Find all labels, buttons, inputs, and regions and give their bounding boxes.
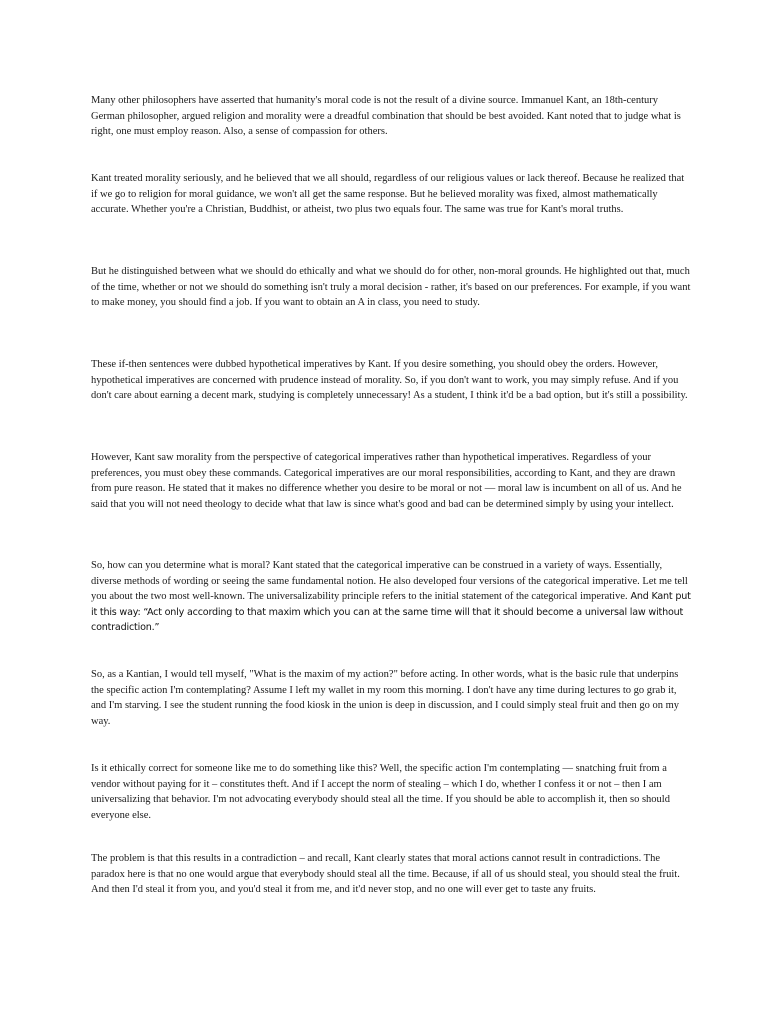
paragraph-text: Kant treated morality seriously, and he believed that we all should, regardless of our religious values or lack thereof. Because he realized that if we go to religion for moral guidance, we won't all get the same response. But he believed morality was fixed, almost mathematically accurate. Whether you're a Christian, Buddhist, or atheist, two plus two equals four. The same was true for Kant's moral truths. (91, 173, 685, 215)
paragraph-5 (91, 450, 691, 512)
paragraph-2 (91, 171, 691, 218)
paragraph-text: Is it ethically correct for someone like me to do something like this? Well, the specific action I'm contemplating — snatching fruit from a vendor without paying for it – constitutes theft. And if I accept the norm of stealing – which I do, whether I confess it or not – then I am universalizing that behavior. I'm not advocating everybody should steal all the time. If you should be able to accomplish it, then so should everyone else. (91, 763, 670, 821)
paragraph-1 (91, 93, 691, 140)
paragraph-text: The problem is that this results in a contradiction – and recall, Kant clearly states that moral actions cannot result in contradictions. The paradox here is that no one would argue that everybody should steal all the time. Because, if all of us should steal, you should steal the fruit. And then I'd steal it from you, and you'd steal it from me, and it'd never stop, and no one will ever get to taste any fruits. (91, 853, 680, 895)
paragraph-7 (91, 667, 691, 729)
paragraph-text: Many other philosophers have asserted that humanity's moral code is not the result of a divine source. Immanuel Kant, an 18th-century German philosopher, argued religion and morality were a dreadful combination that should be best avoided. Kant noted that to judge what is right, one must employ reason. Also, a sense of compassion for others. (91, 95, 681, 137)
paragraph-text: These if-then sentences were dubbed hypothetical imperatives by Kant. If you desire something, you should obey the orders. However, hypothetical imperatives are concerned with prudence instead of morality. So, if you don't want to work, you may simply refuse. And if you don't care about earning a decent mark, studying is completely unnecessary! As a student, I think it'd be a bad option, but it's still a possibility. (91, 359, 688, 401)
paragraph-4 (91, 357, 691, 404)
paragraph-text: So, how can you determine what is moral? Kant stated that the categorical imperative can be construed in a variety of ways. Essentially, diverse methods of wording or seeing the same fundamental notion. He also developed four versions of the categorical imperative. Let me tell you about the two most well-known. The universalizability principle refers to the initial statement of the categorical imperative. (91, 560, 688, 602)
kant-quote: And Kant put it this way: “Act only according to that maxim which you can at the same time will that it should become a universal law without contradiction.” (91, 591, 691, 633)
paragraph-text: However, Kant saw morality from the perspective of categorical imperatives rather than hypothetical imperatives. Regardless of your preferences, you must obey these commands. Categorical imperatives are our moral responsibilities, according to Kant, and they are drawn from pure reason. He stated that it makes no difference whether you desire to be moral or not — moral law is incumbent on all of us. And he said that you will not need theology to decide what that law is since what's good and bad can be determined simply by using your intellect. (91, 452, 682, 510)
paragraph-6 (91, 558, 691, 636)
paragraph-3 (91, 264, 691, 311)
paragraph-8 (91, 761, 691, 823)
paragraph-9 (91, 851, 691, 898)
paragraph-text: But he distinguished between what we should do ethically and what we should do for other, non-moral grounds. He highlighted out that, much of the time, whether or not we should do something isn't truly a moral decision - rather, it's based on our preferences. For example, if you want to make money, you should find a job. If you want to obtain an A in class, you need to study. (91, 266, 691, 308)
paragraph-text: So, as a Kantian, I would tell myself, "What is the maxim of my action?" before acting. In other words, what is the basic rule that underpins the specific action I'm contemplating? Assume I left my wallet in my room this morning. I don't have any time during lectures to go grab it, and I'm starving. I see the student running the food kiosk in the union is deep in discussion, and I could simply steal fruit and then go on my way. (91, 669, 680, 727)
